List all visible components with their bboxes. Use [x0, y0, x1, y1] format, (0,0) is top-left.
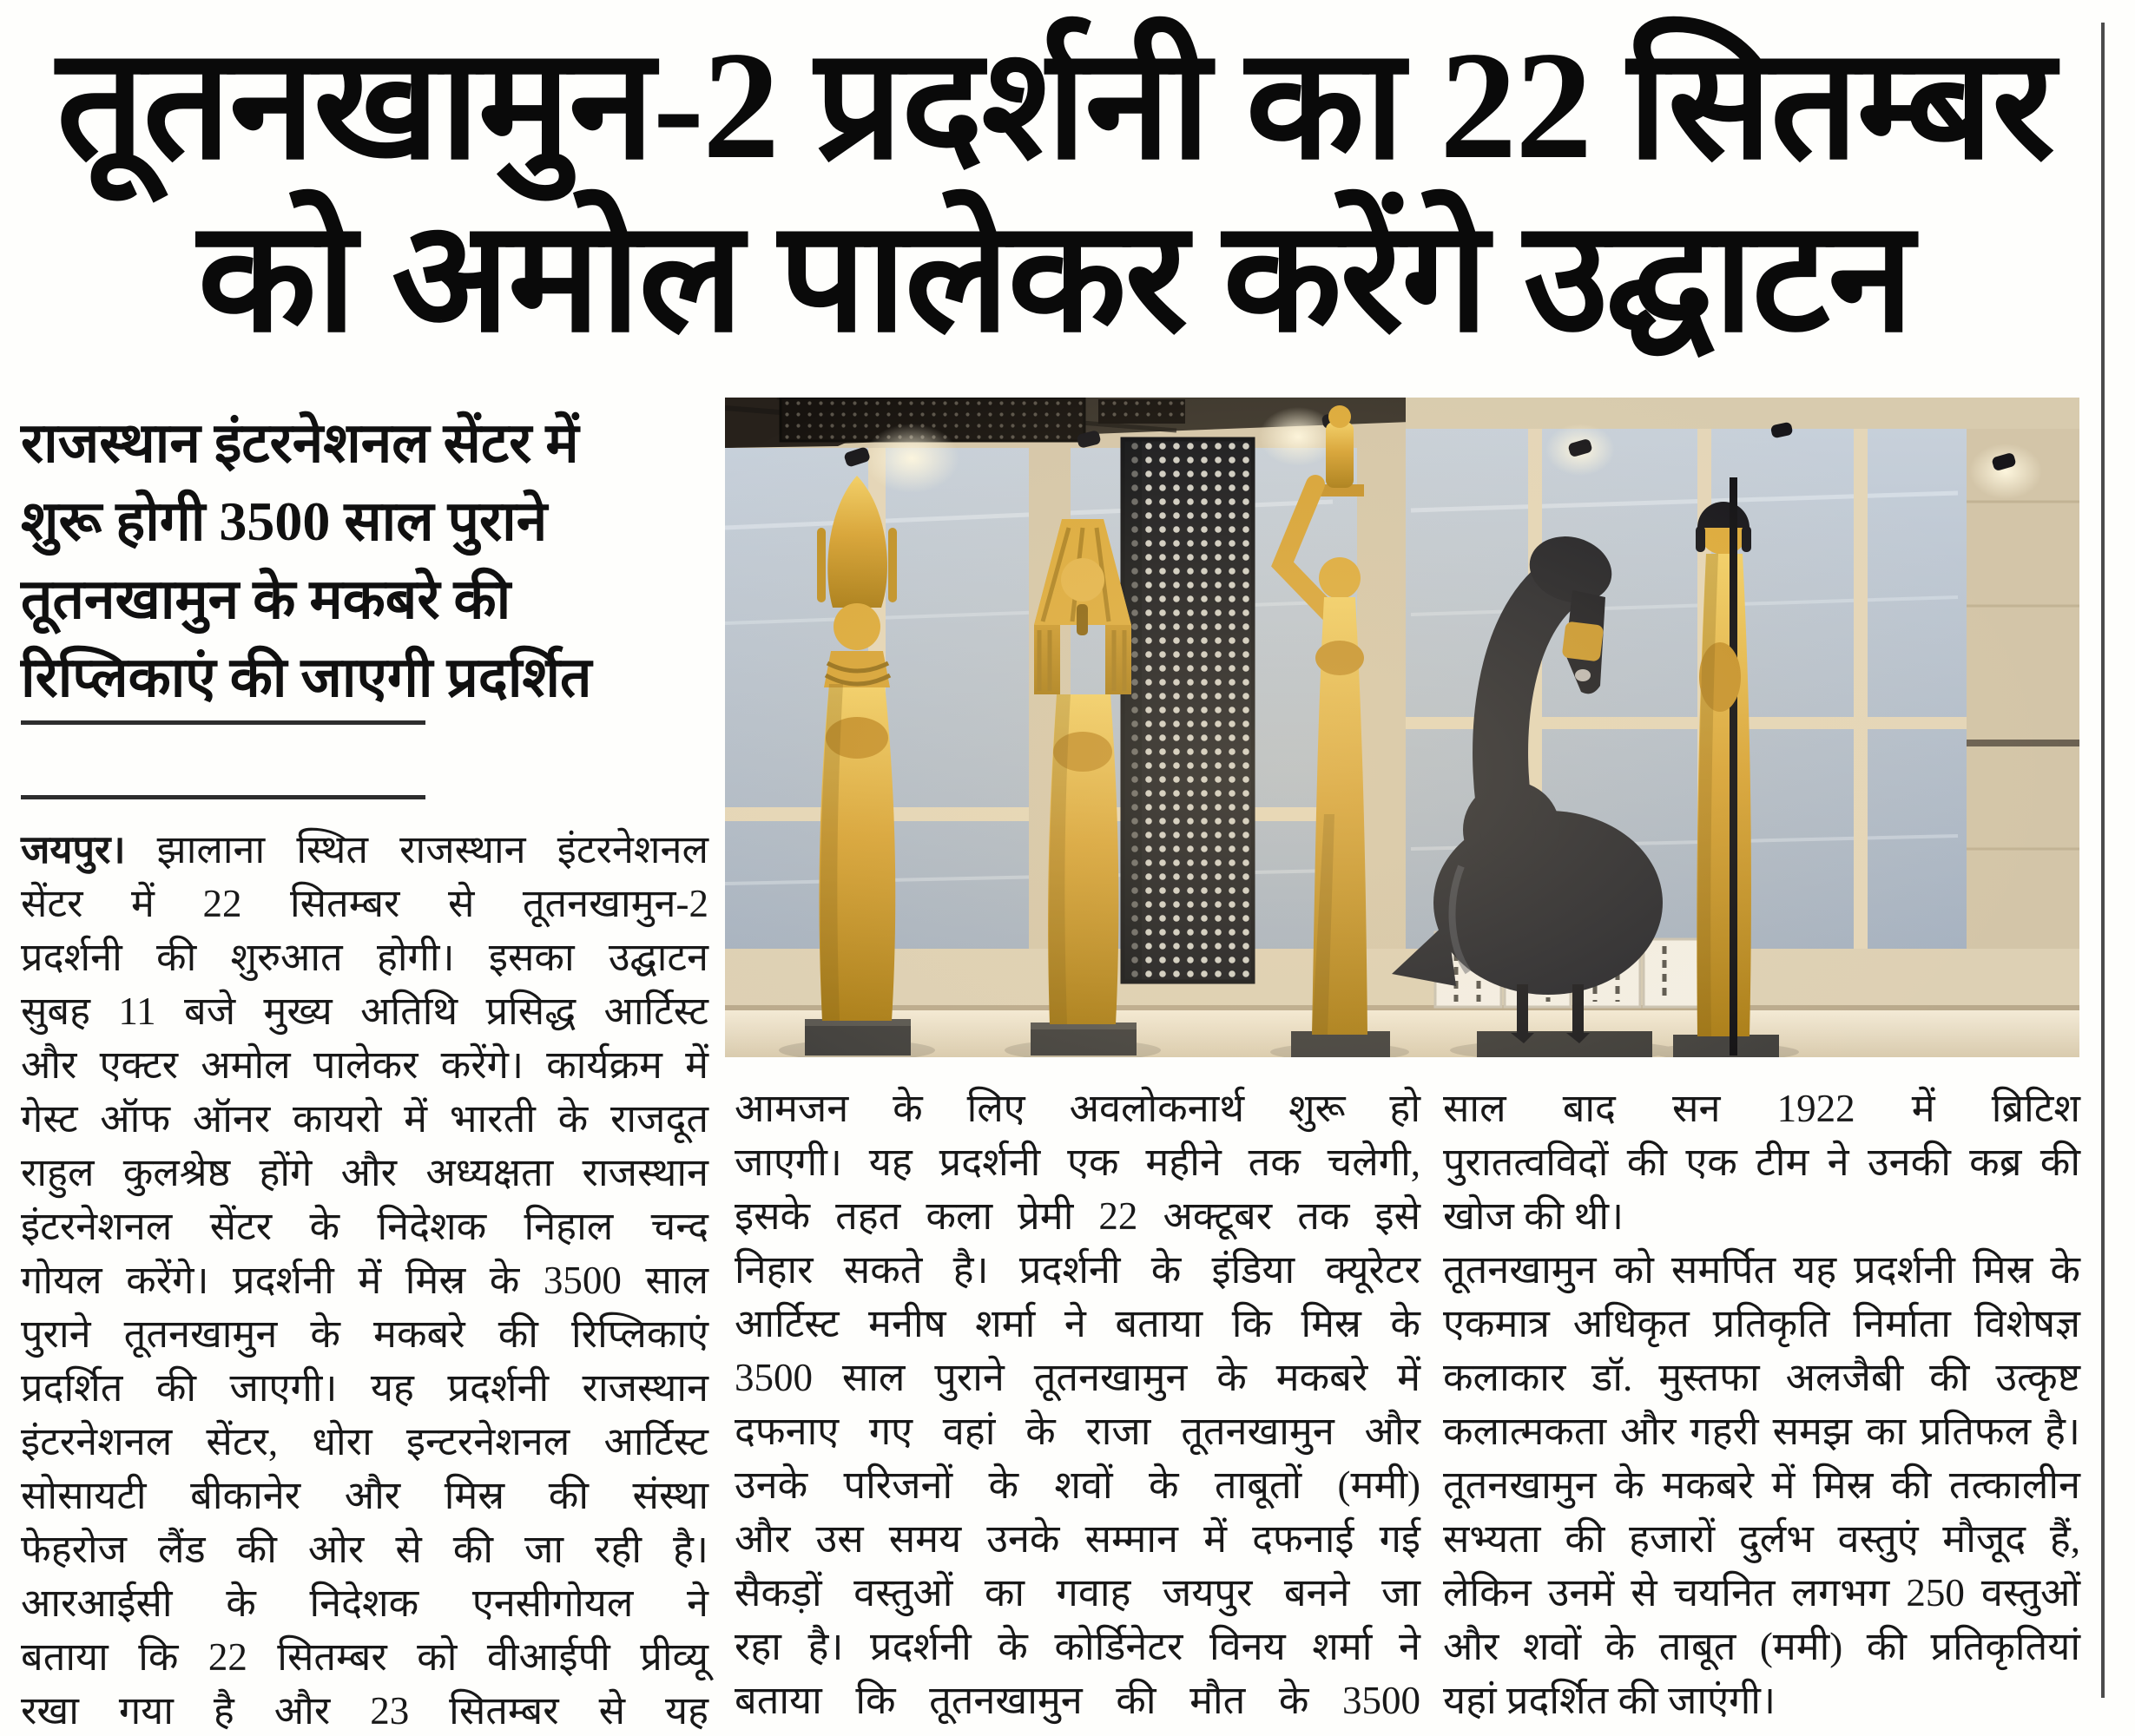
article-line: खोज की थी।	[1443, 1194, 1624, 1238]
article-line: जयपुर। झालाना स्थित राजस्थान इंटरनेशनल	[21, 828, 708, 871]
article-line: सैकड़ों वस्तुओं का गवाह जयपुर बनने जा	[735, 1571, 1420, 1614]
article-column-1	[21, 823, 708, 1736]
exhibition-photo	[725, 398, 2079, 1057]
article-line: गेस्ट ऑफ ऑनर कायरो में भारती के राजदूत	[21, 1097, 708, 1141]
article-line: आर्टिस्ट मनीष शर्मा ने बताया कि मिस्र के	[735, 1302, 1420, 1345]
article-column-2	[735, 1082, 1420, 1727]
article-line: और शवों के ताबूत (ममी) की प्रतिकृतियां	[1443, 1625, 2080, 1668]
article-line: और एक्टर अमोल पालेकर करेंगे। कार्यक्रम में	[21, 1043, 708, 1087]
headline-line-2: को अमोल पालेकर करेंगे उद्घाटन	[197, 192, 1913, 365]
article-line: पुरातत्वविदों की एक टीम ने उनकी कब्र की	[1443, 1141, 2080, 1184]
article-line: बताया कि 22 सितम्बर को वीआईपी प्रीव्यू	[21, 1635, 708, 1679]
article-line: सोसायटी बीकानेर और मिस्र की संस्था	[21, 1474, 708, 1517]
subheadline-line: राजस्थान इंटरनेशनल सेंटर में	[21, 412, 579, 474]
article-line: रखा गया है और 23 सितम्बर से यह	[21, 1689, 708, 1733]
article-line: आमजन के लिए अवलोकनार्थ शुरू हो	[735, 1087, 1420, 1130]
article-line: प्रदर्शित की जाएगी। यह प्रदर्शनी राजस्थान	[21, 1366, 708, 1410]
divider-rule-top	[21, 720, 425, 725]
article-line: प्रदर्शनी की शुरुआत होगी। इसका उद्घाटन	[21, 936, 708, 979]
article-line: कलात्मकता और गहरी समझ का प्रतिफल है।	[1443, 1410, 2080, 1453]
article-line: 3500 साल पुराने तूतनखामुन के मकबरे में	[735, 1356, 1420, 1399]
article-line: रहा है। प्रदर्शनी के कोर्डिनेटर विनय शर्मा ने	[735, 1625, 1420, 1668]
article-line: गोयल करेंगे। प्रदर्शनी में मिस्र के 3500 साल	[21, 1259, 708, 1302]
article-line: कलाकार डॉ. मुस्तफा अलजैबी की उत्कृष्ट	[1443, 1356, 2080, 1399]
subheadline-line: शुरू होगी 3500 साल पुराने	[21, 490, 548, 552]
article-line: इंटरनेशनल सेंटर के निदेशक निहाल चन्द	[21, 1205, 708, 1248]
article-line: सभ्यता की हजारों दुर्लभ वस्तुएं मौजूद हैं,	[1443, 1517, 2080, 1561]
article-line: यहां प्रदर्शित की जाएंगी।	[1443, 1679, 1776, 1722]
article-line: राहुल कुलश्रेष्ठ होंगे और अध्यक्षता राजस्थान	[21, 1151, 708, 1194]
divider-rule-bottom	[21, 795, 425, 799]
article-line: साल बाद सन 1922 में ब्रिटिश	[1443, 1087, 2080, 1130]
article-line: एकमात्र अधिकृत प्रतिकृति निर्माता विशेषज्ञ	[1443, 1302, 2080, 1345]
subheadline-line: तूतनखामुन के मकबरे की	[21, 569, 511, 630]
article-line: निहार सकते है। प्रदर्शनी के इंडिया क्यूरेटर	[735, 1248, 1420, 1292]
article-line: इसके तहत कला प्रेमी 22 अक्टूबर तक इसे	[735, 1194, 1420, 1238]
article-line: लेकिन उनमें से चयनित लगभग 250 वस्तुओं	[1443, 1571, 2080, 1614]
article-line: इंटरनेशनल सेंटर, धोरा इन्टरनेशनल आर्टिस्ट	[21, 1420, 708, 1463]
article-line: तूतनखामुन के मकबरे में मिस्र की तत्कालीन	[1443, 1463, 2080, 1507]
subheadline	[21, 404, 592, 717]
warm-light-overlay	[725, 398, 2071, 1057]
article-line: पुराने तूतनखामुन के मकबरे की रिप्लिकाएं	[21, 1312, 708, 1356]
article-line: तूतनखामुन को समर्पित यह प्रदर्शनी मिस्र के	[1443, 1248, 2080, 1292]
headline	[17, 19, 2092, 365]
dateline: जयपुर।	[21, 828, 126, 871]
article-line: आरआईसी के निदेशक एनसीगोयल ने	[21, 1581, 708, 1625]
article-column-3	[1443, 1082, 2080, 1727]
article-line: दफनाए गए वहां के राजा तूतनखामुन और	[735, 1410, 1420, 1453]
subheadline-line: रिप्लिकाएं की जाएगी प्रदर्शित	[21, 647, 592, 708]
article-line: सेंटर में 22 सितम्बर से तूतनखामुन-2	[21, 882, 708, 925]
page-edge-rule	[2101, 23, 2105, 1698]
article-line: फेहरोज लैंड की ओर से की जा रही है।	[21, 1528, 708, 1571]
article-line: उनके परिजनों के शवों के ताबूतों (ममी)	[735, 1463, 1420, 1507]
headline-line-1: तूतनखामुन-2 प्रदर्शनी का 22 सितम्बर	[56, 19, 2053, 191]
article-line: बताया कि तूतनखामुन की मौत के 3500	[735, 1679, 1420, 1722]
article-line: और उस समय उनके सम्मान में दफनाई गई	[735, 1517, 1420, 1561]
article-line: जाएगी। यह प्रदर्शनी एक महीने तक चलेगी,	[735, 1141, 1420, 1184]
article-line: सुबह 11 बजे मुख्य अतिथि प्रसिद्ध आर्टिस्ट	[21, 990, 708, 1033]
